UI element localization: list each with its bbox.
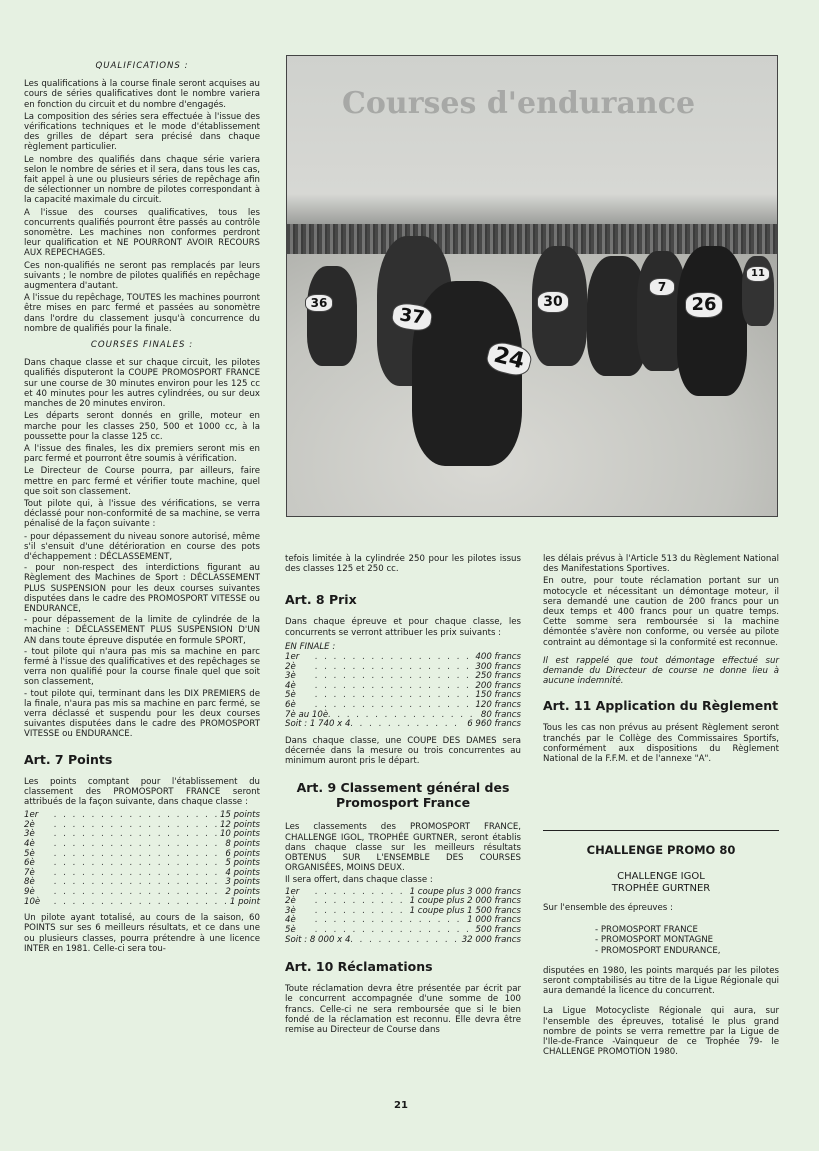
prix-value: 80 francs: [480, 709, 521, 720]
challenge-section: [543, 843, 779, 1059]
points-value: 8 points: [225, 838, 260, 849]
points-place: 5è: [24, 848, 35, 859]
coupe-place: 2è: [285, 896, 296, 907]
race-number-26: 26: [685, 292, 723, 318]
coupe-value: 1 coupe plus 1 500 francs: [409, 905, 521, 916]
rider-36: [307, 266, 357, 366]
prix-value: 120 francs: [475, 699, 521, 710]
race-photo: [286, 55, 778, 517]
courses-para-2: Les départs seront donnés en grille, moteur en marche pour les classes 250, 500 et 1000 cc, à la poussette pour la classe 125 cc.: [24, 411, 260, 442]
prix-place: 2è: [285, 661, 296, 672]
points-value: 10 points: [219, 829, 260, 840]
art9-heading: Art. 9 Classement général des Promosport France: [296, 780, 510, 811]
penalty-item-5: - tout pilote qui, terminant dans les DIX PREMIERS de la finale, n'aura pas mis sa machine en parc fermé, se verra déclassé et suspendu pour les deux courses suivantes disputées dans le cadre des PROMOSPORT VITESSE ou ENDURANCE.: [24, 688, 260, 740]
qual-para-2: La composition des séries sera effectuée à l'issue des vérifications techniques et le mode d'établissement des grilles de départ sera précisé dans chaque règlement particulier.: [24, 111, 260, 153]
coupe-value: 1 000 francs: [467, 915, 521, 926]
art11-heading: Art. 11 Application du Règlement: [543, 698, 779, 714]
prix-place: 5è: [285, 690, 296, 701]
prix-place: Soit : 1 740 x 4: [285, 719, 351, 730]
en-finale-label: EN FINALE :: [285, 641, 336, 652]
points-row: [24, 898, 260, 908]
challenge-subtitle-1: CHALLENGE IGOL: [617, 871, 705, 882]
courses-para-3: A l'issue des finales, les dix premiers seront mis en parc fermé et pourront être soumis à vérification.: [24, 443, 260, 465]
art7-intro: Les points comptant pour l'établissement du classement des PROMOSPORT FRANCE seront attribués de la façon suivante, dans chaque classe :: [24, 776, 260, 807]
qual-para-6: A l'issue du repêchage, TOUTES les machines pourront être mises en parc fermé et passées au sonomètre dans l'ordre du classement jusqu'à concurrence du nombre de qualifiés pour la finale.: [24, 293, 260, 334]
page-number: 21: [394, 1100, 408, 1111]
qual-para-4: A l'issue des courses qualificatives, tous les concurrents qualifiés pourront être passés au contrôle sonomètre. Les machines non conformes perdront leur qualification et NE POURRONT AVOIR RECOURS AUX REPECHAGES.: [24, 207, 260, 259]
qualifications-heading: QUALIFICATIONS :: [95, 61, 189, 71]
race-number-36: 36: [305, 294, 333, 312]
art10-para-2: En outre, pour toute réclamation portant sur un motocycle et nécessitant un démontage moteur, il sera demandé une caution de 200 francs pour un deux temps et 400 francs pour un quatre temps. Cette somme sera remboursée si la machine démontée s'avère non conforme, ou versée au pilote contraint au démontage si la conformité est reconnue.: [543, 576, 779, 648]
challenge-subtitle-2: TROPHÉE GURTNER: [611, 883, 711, 894]
column-middle: [285, 554, 521, 1037]
coupe-value: 500 francs: [475, 924, 521, 935]
prix-value: 200 francs: [475, 680, 521, 691]
section-rule: [543, 830, 779, 831]
art7-heading: Art. 7 Points: [24, 751, 113, 767]
points-table: [24, 811, 260, 907]
points-place: 1er: [24, 810, 39, 821]
points-value: 4 points: [225, 867, 260, 878]
coupe-value: 32 000 francs: [461, 934, 521, 945]
art7-continuation: tefois limitée à la cylindrée 250 pour les pilotes issus des classes 125 et 250 cc.: [285, 554, 521, 575]
points-value: 5 points: [225, 858, 260, 869]
race-number-30: 30: [537, 291, 569, 313]
points-value: 3 points: [225, 877, 260, 888]
points-place: 2è: [24, 819, 35, 830]
points-place: 3è: [24, 829, 35, 840]
prix-value: 150 francs: [475, 690, 521, 701]
art10-heading: Art. 10 Réclamations: [285, 959, 433, 975]
challenge-list-item: - PROMOSPORT ENDURANCE,: [595, 945, 721, 956]
penalty-item-1: - pour dépassement du niveau sonore autorisé, même s'il s'ensuit d'une détérioration en course des pots d'échappement : DÉCLASSEMENT,: [24, 531, 260, 562]
courses-finales-heading: COURSES FINALES :: [90, 340, 194, 351]
penalty-item-4: - tout pilote qui n'aura pas mis sa machine en parc fermé à l'issue des qualificatives et des repêchages se verra non qualifié pour la course finale quel que soit son classement,: [24, 646, 260, 688]
prix-value: 400 francs: [475, 652, 521, 663]
art7-outro: Un pilote ayant totalisé, au cours de la saison, 60 POINTS sur ses 6 meilleurs résultats, et ce dans une ou plusieurs classes, pourra prétendre à une licence INTER en 1981. Celle-ci sera tou-: [24, 913, 260, 954]
qual-para-5: Ces non-qualifiés ne seront pas remplacés par leurs suivants ; le nombre de pilotes qualifiés en repêchage augmentera d'autant.: [24, 260, 260, 292]
race-number-7: 7: [649, 278, 675, 296]
coupe-table: [285, 888, 521, 946]
points-value: 2 points: [225, 886, 260, 897]
coupe-place: 1er: [285, 886, 300, 897]
challenge-title: CHALLENGE PROMO 80: [586, 843, 736, 857]
prix-place: 4è: [285, 680, 296, 691]
points-row: [24, 888, 260, 898]
prix-table: [285, 653, 521, 730]
courses-para-1: Dans chaque classe et sur chaque circuit, les pilotes qualifiés disputeront la COUPE PROMOSPORT FRANCE sur une course de 30 minutes environ pour les 125 cc et 40 minutes pour les autres cylindrées, ou sur deux manches de 20 minutes environ.: [24, 358, 260, 410]
art10-text: Toute réclamation devra être présentée par écrit par le concurrent accompagnée d'une somme de 100 francs. Celle-ci ne sera remboursée que si le bien fondé de la réclamation est reconnu. Elle devra être remise au Directeur de Course dans: [285, 984, 521, 1035]
coupe-place: 3è: [285, 905, 296, 916]
points-value: 15 points: [219, 810, 260, 821]
challenge-intro: Sur l'ensemble des épreuves :: [543, 903, 673, 913]
prix-place: 6è: [285, 699, 296, 710]
courses-para-4: Le Directeur de Course pourra, par ailleurs, faire mettre en parc fermé et vérifier toute machine, quel que soit son classement.: [24, 466, 260, 497]
challenge-list-item: - PROMOSPORT FRANCE: [595, 925, 698, 936]
column-left: [24, 57, 260, 956]
penalty-item-2: - pour non-respect des interdictions figurant au Règlement des Machines de Sport : DÉCLASSEMENT PLUS SUSPENSION pour les deux courses suivantes disputées dans le cadre des PROMOSPORT VITESSE ou ENDURANCE,: [24, 563, 260, 614]
coupe-value: 1 coupe plus 2 000 francs: [409, 896, 521, 907]
qual-para-3: Le nombre des qualifiés dans chaque série variera selon le nombre de séries et il sera, dans tous les cas, fait appel à une ou plusieurs séries de repêchage afin de sélectionner un nombre de pilotes correspondant à la capacité maximale du circuit.: [24, 154, 260, 206]
art8-intro: Dans chaque épreuve et pour chaque classe, les concurrents se verront attribuer les prix suivants :: [285, 617, 521, 638]
points-place: 6è: [24, 858, 35, 869]
race-number-24: 24: [484, 339, 534, 379]
prix-value: 300 francs: [475, 661, 521, 672]
points-value: 1 point: [229, 896, 260, 907]
rider-26: [677, 246, 747, 396]
race-number-37: 37: [390, 301, 433, 332]
art9-intro: Les classements des PROMOSPORT FRANCE, CHALLENGE IGOL, TROPHÉE GURTNER, seront établis dans chaque classe sur les meilleurs résultats OBTENUS SUR L'ENSEMBLE DES COURSES ORGANISÉES, MOINS DEUX.: [285, 822, 521, 874]
points-place: 10è: [24, 896, 41, 907]
banner-lettering: Courses d'endurance: [342, 86, 696, 121]
art10-italic-note: Il est rappelé que tout démontage effectué sur demande du Directeur de course ne donne lieu à aucune indemnité.: [543, 655, 779, 687]
coupe-value: 1 coupe plus 3 000 francs: [409, 886, 521, 897]
art8-heading: Art. 8 Prix: [285, 592, 357, 608]
challenge-para-2: La Ligue Motocycliste Régionale qui aura, sur l'ensemble des épreuves, totalisé le plus grand nombre de points se verra remettre par la Ligue de l'Ile-de-France -Vainqueur de ce Trophée 79- le CHALLENGE PROMOTION 1980.: [543, 1006, 779, 1058]
race-number-11: 11: [746, 266, 770, 282]
points-place: 7è: [24, 867, 35, 878]
art10-continuation: les délais prévus à l'Article 513 du Règlement National des Manifestations Sportives.: [543, 554, 779, 575]
challenge-para-1: disputées en 1980, les points marqués par les pilotes seront comptabilisés au titre de la Ligue Régionale qui aura demandé la licence du concurrent.: [543, 965, 779, 997]
coupe-place: Soit : 8 000 x 4: [285, 934, 351, 945]
courses-para-5: Tout pilote qui, à l'issue des vérifications, se verra déclassé pour non-conformité de sa machine, se verra pénalisé de la façon suivante :: [24, 498, 260, 530]
points-value: 12 points: [219, 819, 260, 830]
prix-total-row: [285, 720, 521, 730]
penalty-item-3: - pour dépassement de la limite de cylindrée de la machine : DÉCLASSEMENT PLUS SUSPENSION D'UN AN dans toute épreuve disputée en formule SPORT,: [24, 615, 260, 646]
points-value: 6 points: [225, 848, 260, 859]
prix-value: 250 francs: [475, 671, 521, 682]
prix-place: 3è: [285, 671, 296, 682]
prix-place: 1er: [285, 652, 300, 663]
art11-text: Tous les cas non prévus au présent Règlement seront tranchés par le Collège des Commissaires Sportifs, conformément aux dispositions du Règlement National de la F.F.M. et de l'annexe "A".: [543, 723, 779, 765]
prix-place: 7è au 10è: [285, 709, 329, 720]
qual-para-1: Les qualifications à la course finale seront acquises au cours de séries qualificatives dont le nombre variera en fonction du circuit et du nombre d'engagés.: [24, 79, 260, 110]
coupe-place: 4è: [285, 915, 296, 926]
coupe-place: 5è: [285, 924, 296, 935]
coupe-total-row: [285, 936, 521, 946]
prix-value: 6 960 francs: [467, 719, 521, 730]
points-place: 8è: [24, 877, 35, 888]
challenge-list: [595, 925, 779, 956]
challenge-list-item: - PROMOSPORT MONTAGNE: [595, 935, 714, 946]
points-place: 9è: [24, 886, 35, 897]
column-right: [543, 554, 779, 766]
points-place: 4è: [24, 838, 35, 849]
art9-offer: Il sera offert, dans chaque classe :: [285, 875, 433, 886]
art8-outro: Dans chaque classe, une COUPE DES DAMES sera décernée dans la mesure ou trois concurrentes au minimum auront pris le départ.: [285, 735, 521, 767]
